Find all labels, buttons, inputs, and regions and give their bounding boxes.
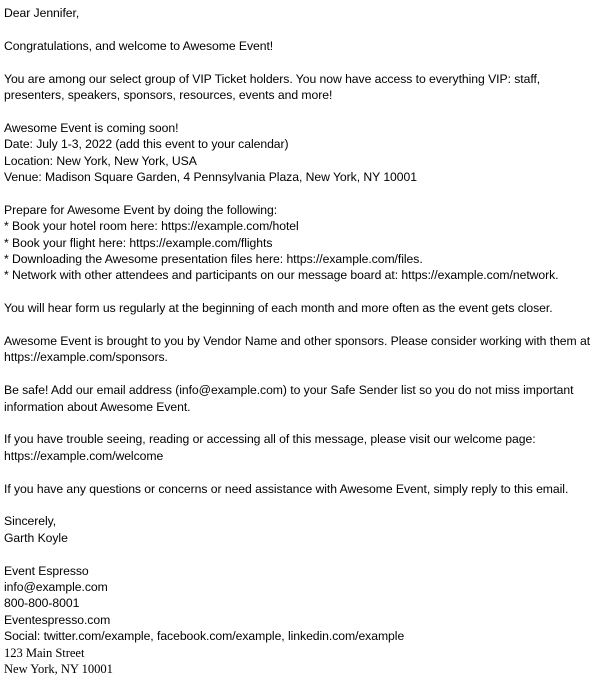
org-phone: 800-800-8001	[4, 596, 80, 611]
trouble-paragraph	[4, 431, 596, 464]
event-date: Date: July 1-3, 2022 (add this event to your calendar)	[4, 137, 289, 152]
questions-text: If you have any questions or concerns or need assistance with Awesome Event, simply reply to this email.	[4, 481, 569, 496]
greeting-paragraph	[4, 5, 596, 21]
questions-paragraph	[4, 481, 596, 497]
event-soon: Awesome Event is coming soon!	[4, 120, 179, 135]
email-body	[4, 5, 596, 677]
regular-paragraph	[4, 300, 596, 316]
vip-text: You are among our select group of VIP Ticket holders. You now have access to everything VIP: staff, presenters, speakers, sponsors, resources, events and more!	[4, 71, 541, 102]
safe-text: Be safe! Add our email address (info@example.com) to your Safe Sender list so you do not miss important information about Awesome Event.	[4, 383, 574, 414]
venue-address: 4 Pennsylvania Plaza, New York, NY 10001	[183, 170, 417, 185]
congrats-paragraph	[4, 38, 596, 54]
org-name: Event Espresso	[4, 563, 89, 578]
org-city: New York, NY 10001	[4, 662, 113, 677]
org-website: Eventespresso.com	[4, 612, 111, 627]
congrats-text: Congratulations, and welcome to Awesome Event!	[4, 38, 274, 53]
org-social: Social: twitter.com/example, facebook.com/example, linkedin.com/example	[4, 629, 405, 644]
regular-text: You will hear form us regularly at the beginning of each month and more often as the event gets closer.	[4, 301, 553, 316]
org-signature	[4, 563, 596, 678]
event-details	[4, 120, 596, 186]
prepare-item-flight: * Book your flight here: https://example.com/flights	[4, 235, 273, 250]
vip-paragraph	[4, 71, 596, 104]
prepare-list	[4, 202, 596, 284]
prepare-item-hotel: * Book your hotel room here: https://example.com/hotel	[4, 219, 299, 234]
closing: Sincerely,	[4, 514, 57, 529]
event-location: Location: New York, New York, USA	[4, 153, 197, 168]
sponsors-paragraph	[4, 333, 596, 366]
prepare-intro: Prepare for Awesome Event by doing the following:	[4, 202, 278, 217]
signer-name: Garth Koyle	[4, 530, 68, 545]
event-venue	[4, 169, 596, 185]
signoff	[4, 513, 596, 546]
org-email: info@example.com	[4, 580, 108, 595]
prepare-item-network: * Network with other attendees and participants on our message board at: https://example.com/network.	[4, 268, 559, 283]
safe-paragraph	[4, 382, 596, 415]
org-street: 123 Main Street	[4, 645, 85, 660]
venue-label: Venue: Madison Square Garden,	[4, 170, 184, 185]
prepare-item-files: * Downloading the Awesome presentation files here: https://example.com/files.	[4, 252, 423, 267]
greeting: Dear Jennifer,	[4, 6, 80, 20]
trouble-text: If you have trouble seeing, reading or accessing all of this message, please visit our welcome page: https://example.com/welcome	[4, 432, 536, 463]
sponsors-text: Awesome Event is brought to you by Vendor Name and other sponsors. Please consider working with them at https://example.com/sponsors.	[4, 334, 591, 365]
